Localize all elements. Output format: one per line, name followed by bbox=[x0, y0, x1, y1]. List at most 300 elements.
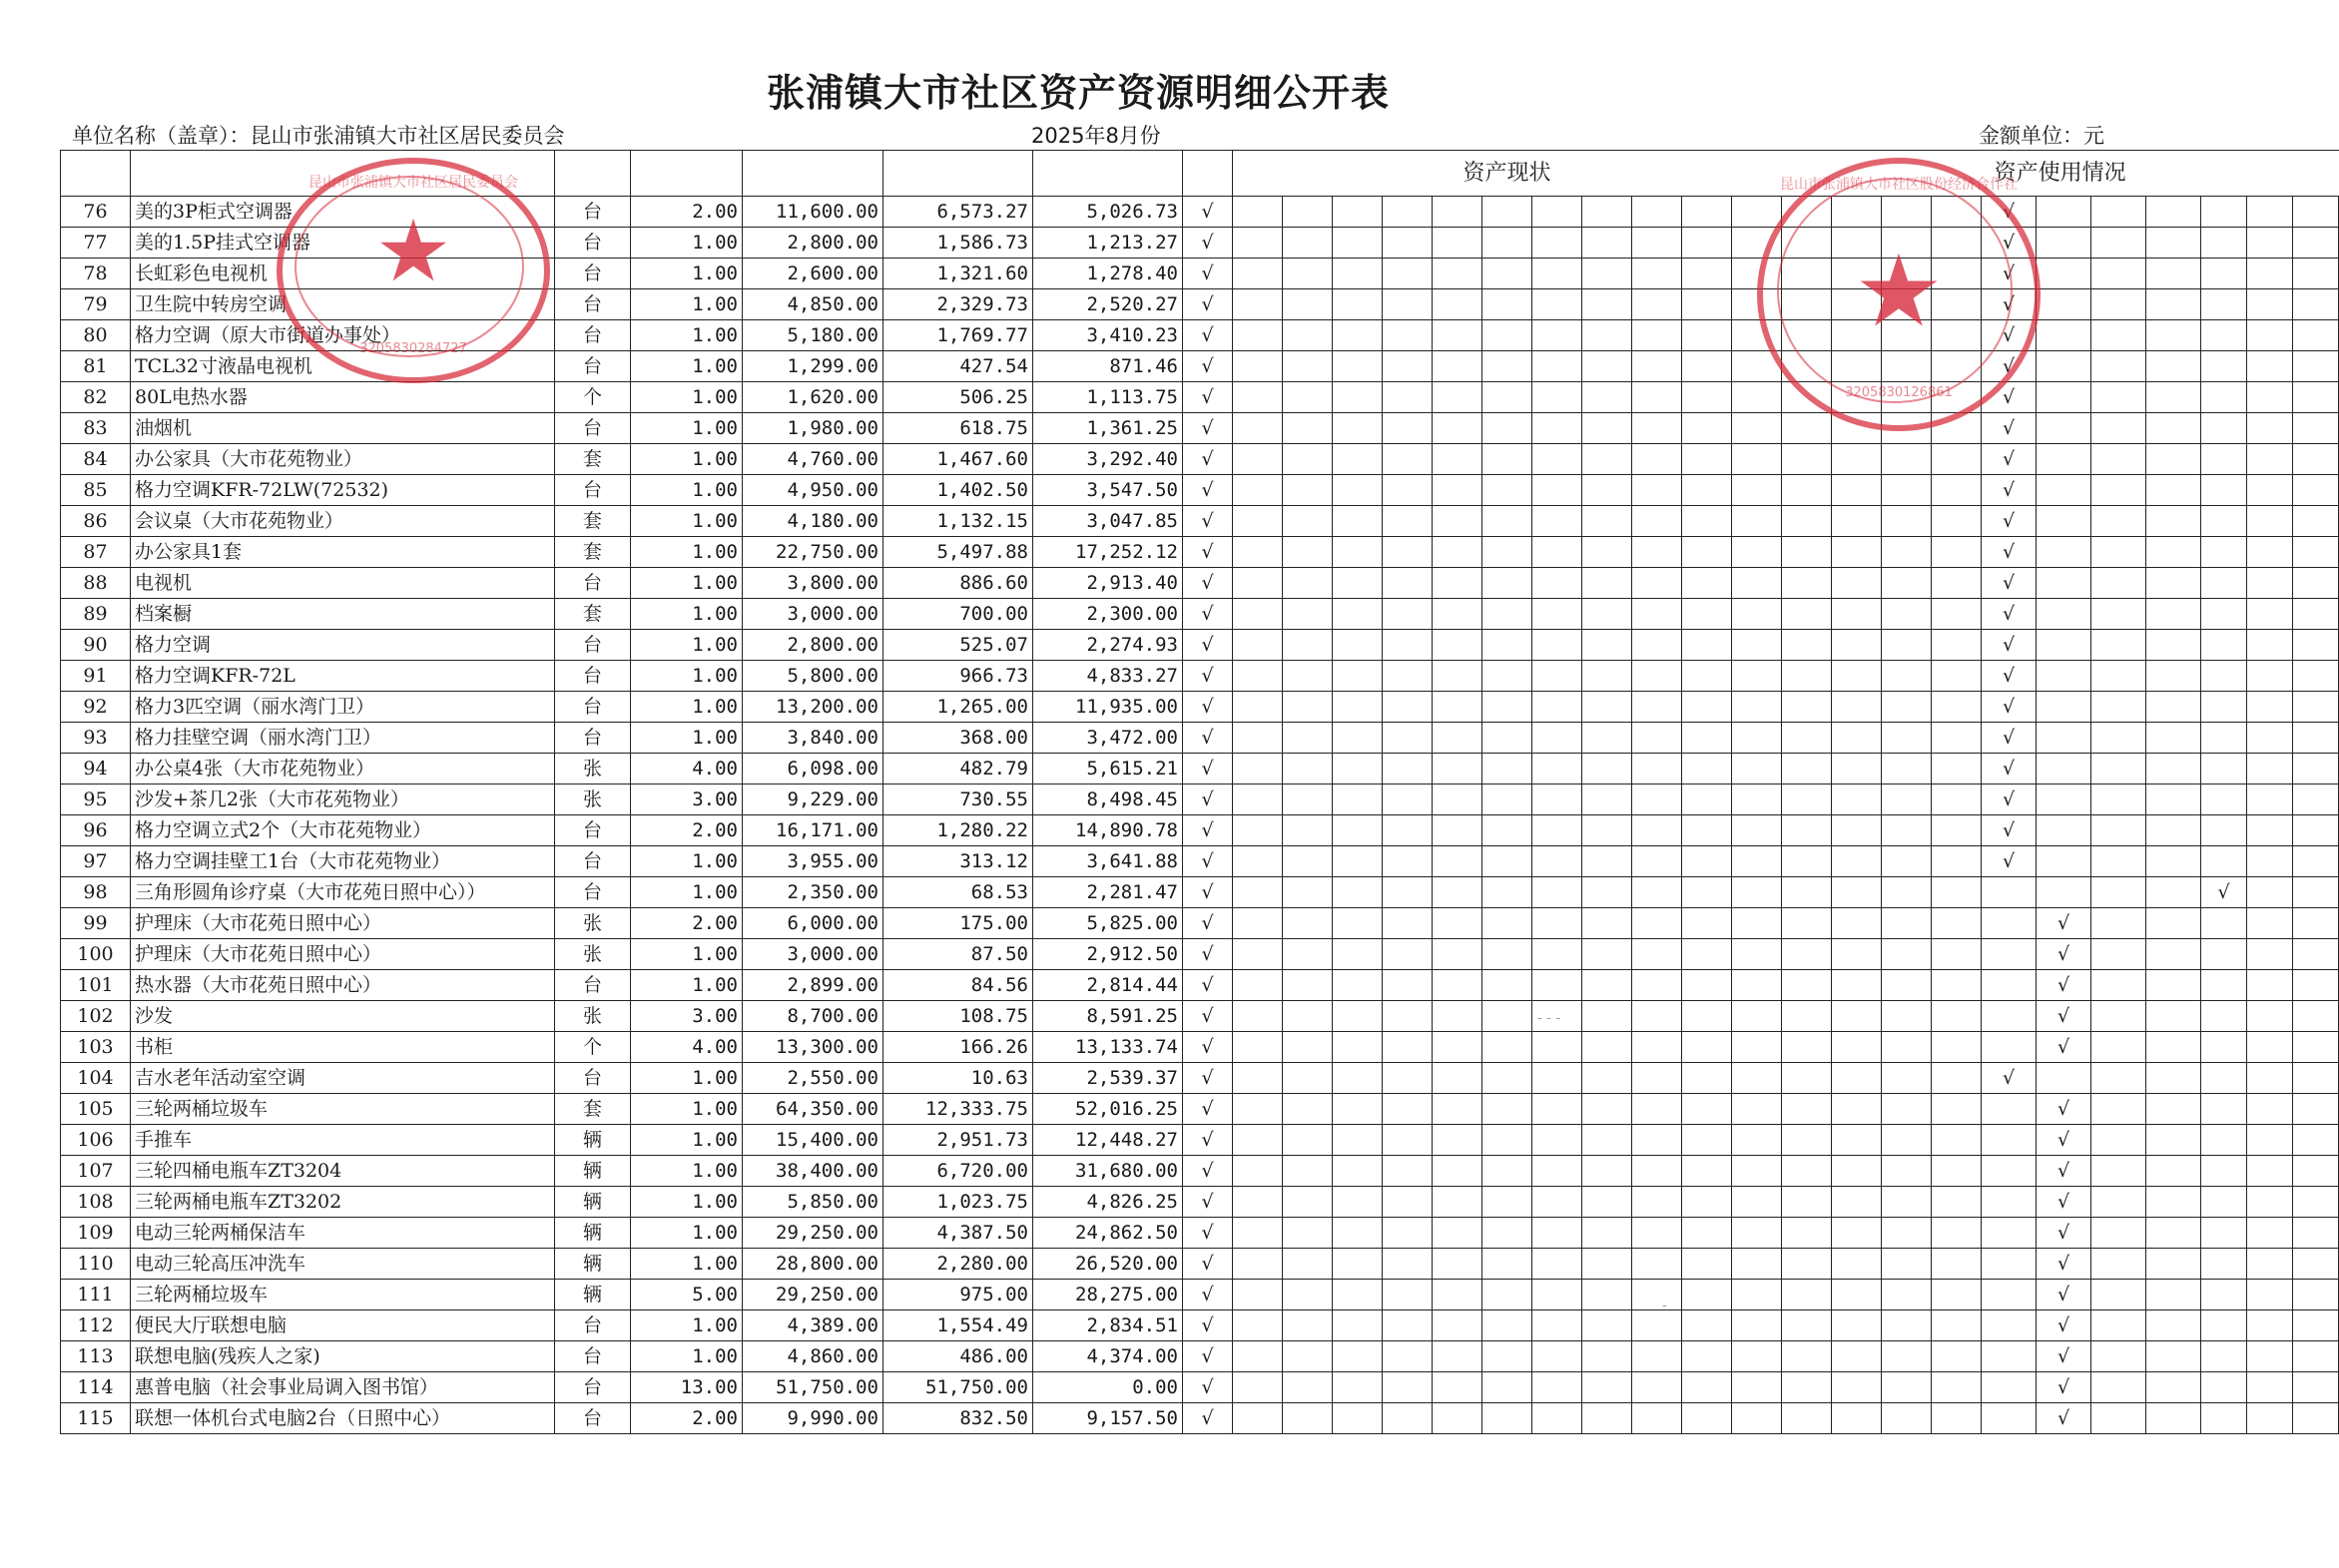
net-value-cell: 4,833.27 bbox=[1033, 661, 1183, 692]
original-value-cell: 2,899.00 bbox=[743, 970, 883, 1001]
usage-cell bbox=[1782, 661, 1832, 692]
usage-cell bbox=[1882, 1280, 1932, 1310]
status-cell bbox=[1732, 1249, 1782, 1280]
unit-cell: 辆 bbox=[555, 1280, 631, 1310]
net-value-cell: 2,814.44 bbox=[1033, 970, 1183, 1001]
status-cell bbox=[1582, 289, 1632, 320]
usage-cell bbox=[1932, 537, 1982, 568]
depreciation-cell: 618.75 bbox=[883, 413, 1033, 444]
status-cell bbox=[1383, 382, 1433, 413]
usage-cell bbox=[2091, 351, 2146, 382]
usage-cell bbox=[2293, 1218, 2339, 1249]
status-cell bbox=[1682, 1032, 1732, 1063]
usage-cell bbox=[1832, 444, 1882, 475]
usage-cell bbox=[2037, 475, 2091, 506]
status-cell bbox=[1233, 1032, 1283, 1063]
usage-cell bbox=[1982, 877, 2037, 908]
status-cell bbox=[1732, 475, 1782, 506]
usage-cell bbox=[1882, 630, 1932, 661]
usage-cell bbox=[1832, 692, 1882, 723]
status-cell bbox=[1383, 1094, 1433, 1125]
status-cell bbox=[1283, 1156, 1333, 1187]
usage-cell bbox=[2201, 1310, 2247, 1341]
status-cell bbox=[1482, 444, 1532, 475]
usage-cell bbox=[2201, 197, 2247, 228]
usage-cell bbox=[1782, 630, 1832, 661]
status-cell bbox=[1333, 1249, 1383, 1280]
original-value-cell: 28,800.00 bbox=[743, 1249, 883, 1280]
usage-cell bbox=[1782, 1032, 1832, 1063]
row-number: 91 bbox=[61, 661, 131, 692]
row-number: 103 bbox=[61, 1032, 131, 1063]
table-row bbox=[61, 970, 2339, 1001]
usage-cell bbox=[2201, 506, 2247, 537]
status-cell bbox=[1482, 1156, 1532, 1187]
status-cell bbox=[1732, 692, 1782, 723]
status-cell bbox=[1632, 1187, 1682, 1218]
usage-cell bbox=[2201, 1094, 2247, 1125]
status-cell bbox=[1532, 1310, 1582, 1341]
quantity-cell: 1.00 bbox=[631, 630, 743, 661]
status-cell bbox=[1482, 1094, 1532, 1125]
depreciation-cell: 1,265.00 bbox=[883, 692, 1033, 723]
status-cell bbox=[1582, 815, 1632, 846]
status-cell bbox=[1532, 1032, 1582, 1063]
status-check-mark: √ bbox=[1183, 1372, 1233, 1403]
usage-cell bbox=[1832, 1094, 1882, 1125]
status-cell bbox=[1333, 630, 1383, 661]
unit-cell: 张 bbox=[555, 754, 631, 784]
status-cell bbox=[1482, 815, 1532, 846]
net-value-cell: 11,935.00 bbox=[1033, 692, 1183, 723]
net-value-cell: 3,047.85 bbox=[1033, 506, 1183, 537]
usage-cell bbox=[1882, 908, 1932, 939]
usage-cell bbox=[2247, 413, 2293, 444]
status-cell bbox=[1732, 723, 1782, 754]
status-cell bbox=[1632, 754, 1682, 784]
usage-cell bbox=[1882, 846, 1932, 877]
usage-cell bbox=[2247, 1310, 2293, 1341]
status-cell bbox=[1732, 1094, 1782, 1125]
asset-name: TCL32寸液晶电视机 bbox=[131, 351, 555, 382]
usage-cell bbox=[1782, 1372, 1832, 1403]
status-cell bbox=[1233, 846, 1283, 877]
status-cell bbox=[1682, 197, 1732, 228]
usage-cell bbox=[2201, 970, 2247, 1001]
usage-cell bbox=[1932, 1032, 1982, 1063]
unit-cell: 台 bbox=[555, 228, 631, 259]
status-cell bbox=[1732, 599, 1782, 630]
usage-cell bbox=[1782, 970, 1832, 1001]
row-number: 81 bbox=[61, 351, 131, 382]
usage-cell bbox=[2091, 908, 2146, 939]
status-cell bbox=[1482, 1310, 1532, 1341]
status-cell bbox=[1283, 382, 1333, 413]
status-cell bbox=[1482, 1403, 1532, 1434]
status-cell bbox=[1283, 1249, 1333, 1280]
unit-cell: 台 bbox=[555, 1063, 631, 1094]
quantity-cell: 2.00 bbox=[631, 197, 743, 228]
usage-cell bbox=[2146, 692, 2201, 723]
status-cell bbox=[1582, 1310, 1632, 1341]
row-number: 107 bbox=[61, 1156, 131, 1187]
status-cell bbox=[1433, 537, 1482, 568]
asset-table bbox=[60, 150, 2339, 1434]
usage-cell bbox=[2293, 1032, 2339, 1063]
right-seal-name: 昆山市张浦镇大市社区股份经济合作社 bbox=[1780, 177, 2018, 193]
unit-cell: 台 bbox=[555, 692, 631, 723]
status-cell bbox=[1482, 784, 1532, 815]
usage-cell bbox=[1932, 197, 1982, 228]
usage-cell bbox=[1982, 1125, 2037, 1156]
asset-name: 热水器（大市花苑日照中心） bbox=[131, 970, 555, 1001]
usage-cell bbox=[1832, 228, 1882, 259]
status-cell bbox=[1582, 1218, 1632, 1249]
asset-name: 便民大厅联想电脑 bbox=[131, 1310, 555, 1341]
usage-cell bbox=[2247, 939, 2293, 970]
usage-cell bbox=[1832, 599, 1882, 630]
usage-cell bbox=[2293, 1310, 2339, 1341]
usage-cell bbox=[2247, 815, 2293, 846]
status-cell bbox=[1732, 259, 1782, 289]
status-cell bbox=[1283, 784, 1333, 815]
usage-cell bbox=[2293, 475, 2339, 506]
status-cell bbox=[1582, 723, 1632, 754]
usage-cell bbox=[2146, 1372, 2201, 1403]
depreciation-cell: 368.00 bbox=[883, 723, 1033, 754]
quantity-cell: 1.00 bbox=[631, 382, 743, 413]
net-value-cell: 26,520.00 bbox=[1033, 1249, 1183, 1280]
usage-check-mark: √ bbox=[1982, 289, 2037, 320]
status-cell bbox=[1732, 444, 1782, 475]
unit-cell: 套 bbox=[555, 506, 631, 537]
usage-cell bbox=[1932, 599, 1982, 630]
usage-cell bbox=[2201, 1125, 2247, 1156]
status-cell bbox=[1383, 970, 1433, 1001]
table-row bbox=[61, 289, 2339, 320]
usage-check-mark: √ bbox=[2037, 1094, 2091, 1125]
usage-cell bbox=[2091, 661, 2146, 692]
original-value-cell: 4,760.00 bbox=[743, 444, 883, 475]
usage-cell bbox=[2037, 228, 2091, 259]
status-cell bbox=[1682, 877, 1732, 908]
unit-cell: 辆 bbox=[555, 1249, 631, 1280]
row-number: 80 bbox=[61, 320, 131, 351]
status-cell bbox=[1532, 1094, 1582, 1125]
status-cell bbox=[1582, 970, 1632, 1001]
usage-cell bbox=[2037, 506, 2091, 537]
unit-cell: 台 bbox=[555, 413, 631, 444]
asset-name: 美的1.5P挂式空调器 bbox=[131, 228, 555, 259]
status-cell bbox=[1433, 846, 1482, 877]
status-cell bbox=[1383, 1341, 1433, 1372]
status-cell bbox=[1333, 506, 1383, 537]
usage-cell bbox=[2293, 1001, 2339, 1032]
usage-check-mark: √ bbox=[2037, 1310, 2091, 1341]
usage-cell bbox=[2091, 197, 2146, 228]
usage-cell bbox=[2146, 1310, 2201, 1341]
usage-cell bbox=[2201, 1187, 2247, 1218]
usage-cell bbox=[2293, 970, 2339, 1001]
status-cell bbox=[1333, 939, 1383, 970]
row-number: 112 bbox=[61, 1310, 131, 1341]
original-value-cell: 22,750.00 bbox=[743, 537, 883, 568]
usage-cell bbox=[1882, 197, 1932, 228]
status-cell bbox=[1582, 599, 1632, 630]
usage-cell bbox=[1832, 351, 1882, 382]
status-cell bbox=[1732, 1372, 1782, 1403]
net-value-cell: 2,274.93 bbox=[1033, 630, 1183, 661]
status-cell bbox=[1532, 723, 1582, 754]
unit-cell: 张 bbox=[555, 1001, 631, 1032]
usage-cell bbox=[2037, 537, 2091, 568]
status-cell bbox=[1532, 1187, 1582, 1218]
usage-cell bbox=[1832, 413, 1882, 444]
status-cell bbox=[1732, 877, 1782, 908]
status-cell bbox=[1582, 197, 1632, 228]
status-cell bbox=[1582, 351, 1632, 382]
usage-cell bbox=[1782, 413, 1832, 444]
net-value-cell: 1,113.75 bbox=[1033, 382, 1183, 413]
status-cell bbox=[1283, 1372, 1333, 1403]
asset-name: 联想电脑(残疾人之家) bbox=[131, 1341, 555, 1372]
status-cell bbox=[1682, 754, 1732, 784]
status-cell bbox=[1632, 568, 1682, 599]
status-cell bbox=[1582, 506, 1632, 537]
status-cell bbox=[1333, 568, 1383, 599]
usage-check-mark: √ bbox=[2037, 939, 2091, 970]
unit-cell: 台 bbox=[555, 661, 631, 692]
status-check-mark: √ bbox=[1183, 320, 1233, 351]
depreciation-cell: 51,750.00 bbox=[883, 1372, 1033, 1403]
unit-name: 单位名称（盖章）：昆山市张浦镇大市社区居民委员会 bbox=[72, 124, 565, 148]
row-number: 115 bbox=[61, 1403, 131, 1434]
usage-cell bbox=[2293, 351, 2339, 382]
usage-cell bbox=[1882, 1249, 1932, 1280]
row-number: 92 bbox=[61, 692, 131, 723]
usage-cell bbox=[2201, 475, 2247, 506]
status-check-mark: √ bbox=[1183, 475, 1233, 506]
row-number: 90 bbox=[61, 630, 131, 661]
usage-cell bbox=[2091, 1001, 2146, 1032]
status-cell bbox=[1682, 630, 1732, 661]
depreciation-cell: 84.56 bbox=[883, 970, 1033, 1001]
status-cell bbox=[1482, 413, 1532, 444]
usage-cell bbox=[1832, 506, 1882, 537]
status-cell bbox=[1582, 1032, 1632, 1063]
status-cell bbox=[1632, 351, 1682, 382]
status-cell bbox=[1433, 908, 1482, 939]
status-cell bbox=[1383, 1125, 1433, 1156]
unit-cell: 台 bbox=[555, 568, 631, 599]
status-cell bbox=[1632, 382, 1682, 413]
usage-check-mark: √ bbox=[2037, 970, 2091, 1001]
usage-cell bbox=[2037, 1063, 2091, 1094]
net-value-cell: 4,826.25 bbox=[1033, 1187, 1183, 1218]
status-cell bbox=[1582, 320, 1632, 351]
usage-cell bbox=[1782, 692, 1832, 723]
status-cell bbox=[1233, 939, 1283, 970]
status-cell bbox=[1233, 1187, 1283, 1218]
asset-name: 办公家具（大市花苑物业） bbox=[131, 444, 555, 475]
status-cell bbox=[1682, 723, 1732, 754]
usage-cell bbox=[2091, 846, 2146, 877]
usage-cell bbox=[2091, 259, 2146, 289]
status-check-mark: √ bbox=[1183, 723, 1233, 754]
quantity-cell: 1.00 bbox=[631, 259, 743, 289]
usage-cell bbox=[2037, 413, 2091, 444]
status-cell bbox=[1532, 506, 1582, 537]
usage-cell bbox=[2146, 1403, 2201, 1434]
usage-cell bbox=[1932, 1156, 1982, 1187]
status-cell bbox=[1682, 1187, 1732, 1218]
asset-name: 美的3P柜式空调器 bbox=[131, 197, 555, 228]
original-value-cell: 5,850.00 bbox=[743, 1187, 883, 1218]
usage-check-mark: √ bbox=[2037, 1187, 2091, 1218]
table-row bbox=[61, 1001, 2339, 1032]
status-cell bbox=[1632, 228, 1682, 259]
quantity-cell: 1.00 bbox=[631, 877, 743, 908]
usage-cell bbox=[2293, 382, 2339, 413]
status-cell bbox=[1532, 1341, 1582, 1372]
usage-cell bbox=[2201, 320, 2247, 351]
usage-cell bbox=[1782, 228, 1832, 259]
usage-cell bbox=[2037, 568, 2091, 599]
depreciation-cell: 700.00 bbox=[883, 599, 1033, 630]
status-cell bbox=[1632, 723, 1682, 754]
status-check-mark: √ bbox=[1183, 1094, 1233, 1125]
status-cell bbox=[1433, 1156, 1482, 1187]
status-cell bbox=[1383, 1403, 1433, 1434]
usage-cell bbox=[1932, 351, 1982, 382]
left-seal-name: 昆山市张浦镇大市社区居民委员会 bbox=[308, 175, 518, 191]
table-row bbox=[61, 475, 2339, 506]
usage-cell bbox=[2091, 228, 2146, 259]
usage-cell bbox=[1782, 908, 1832, 939]
status-cell bbox=[1632, 908, 1682, 939]
asset-name: 格力空调（原大市街道办事处） bbox=[131, 320, 555, 351]
status-cell bbox=[1433, 1310, 1482, 1341]
unit-cell: 台 bbox=[555, 846, 631, 877]
usage-cell bbox=[2247, 723, 2293, 754]
usage-check-mark: √ bbox=[2037, 1372, 2091, 1403]
quantity-cell: 1.00 bbox=[631, 661, 743, 692]
usage-cell bbox=[1932, 444, 1982, 475]
status-cell bbox=[1433, 1125, 1482, 1156]
status-cell bbox=[1482, 599, 1532, 630]
status-cell bbox=[1582, 908, 1632, 939]
usage-cell bbox=[2091, 1187, 2146, 1218]
status-cell bbox=[1383, 413, 1433, 444]
status-cell bbox=[1333, 908, 1383, 939]
usage-cell bbox=[2293, 846, 2339, 877]
quantity-cell: 1.00 bbox=[631, 1187, 743, 1218]
usage-cell bbox=[2146, 1001, 2201, 1032]
usage-cell bbox=[2247, 1032, 2293, 1063]
usage-cell bbox=[2091, 289, 2146, 320]
status-cell bbox=[1433, 475, 1482, 506]
unit-cell: 辆 bbox=[555, 1218, 631, 1249]
depreciation-cell: 5,497.88 bbox=[883, 537, 1033, 568]
status-cell bbox=[1333, 661, 1383, 692]
usage-cell bbox=[2037, 692, 2091, 723]
usage-check-mark: √ bbox=[1982, 723, 2037, 754]
original-value-cell: 2,800.00 bbox=[743, 228, 883, 259]
net-value-cell: 9,157.50 bbox=[1033, 1403, 1183, 1434]
usage-cell bbox=[1982, 1372, 2037, 1403]
usage-cell bbox=[2247, 661, 2293, 692]
status-cell bbox=[1532, 661, 1582, 692]
status-cell bbox=[1283, 1341, 1333, 1372]
status-cell bbox=[1233, 1063, 1283, 1094]
status-cell bbox=[1632, 1156, 1682, 1187]
status-cell bbox=[1582, 1125, 1632, 1156]
status-cell bbox=[1482, 970, 1532, 1001]
row-number: 99 bbox=[61, 908, 131, 939]
depreciation-cell: 1,023.75 bbox=[883, 1187, 1033, 1218]
row-number: 84 bbox=[61, 444, 131, 475]
usage-cell bbox=[2293, 599, 2339, 630]
net-value-cell: 17,252.12 bbox=[1033, 537, 1183, 568]
usage-cell bbox=[1932, 630, 1982, 661]
status-check-mark: √ bbox=[1183, 784, 1233, 815]
status-cell bbox=[1283, 1187, 1333, 1218]
usage-cell bbox=[1982, 1187, 2037, 1218]
usage-cell bbox=[1782, 1280, 1832, 1310]
usage-cell bbox=[2201, 537, 2247, 568]
usage-cell bbox=[1832, 1372, 1882, 1403]
status-cell bbox=[1582, 1063, 1632, 1094]
status-cell bbox=[1283, 351, 1333, 382]
usage-check-mark: √ bbox=[2037, 1156, 2091, 1187]
quantity-cell: 1.00 bbox=[631, 228, 743, 259]
usage-cell bbox=[1882, 1156, 1932, 1187]
usage-cell bbox=[2146, 228, 2201, 259]
usage-cell bbox=[1782, 351, 1832, 382]
usage-cell bbox=[2146, 506, 2201, 537]
status-cell bbox=[1283, 1063, 1333, 1094]
status-cell bbox=[1333, 444, 1383, 475]
usage-cell bbox=[2146, 351, 2201, 382]
status-cell bbox=[1333, 1187, 1383, 1218]
status-cell bbox=[1283, 413, 1333, 444]
status-cell bbox=[1532, 692, 1582, 723]
unit-cell: 台 bbox=[555, 1310, 631, 1341]
status-cell bbox=[1682, 846, 1732, 877]
usage-cell bbox=[2293, 197, 2339, 228]
usage-cell bbox=[2247, 784, 2293, 815]
usage-cell bbox=[2293, 1187, 2339, 1218]
status-cell bbox=[1732, 1280, 1782, 1310]
usage-cell bbox=[1982, 1218, 2037, 1249]
original-value-cell: 3,800.00 bbox=[743, 568, 883, 599]
row-number: 85 bbox=[61, 475, 131, 506]
status-cell bbox=[1383, 692, 1433, 723]
usage-cell bbox=[2247, 599, 2293, 630]
usage-cell bbox=[2091, 475, 2146, 506]
table-row bbox=[61, 444, 2339, 475]
status-cell bbox=[1383, 568, 1433, 599]
usage-cell bbox=[2247, 1187, 2293, 1218]
original-value-cell: 4,180.00 bbox=[743, 506, 883, 537]
status-cell bbox=[1283, 723, 1333, 754]
status-cell bbox=[1333, 1032, 1383, 1063]
status-cell bbox=[1682, 692, 1732, 723]
usage-cell bbox=[2293, 630, 2339, 661]
usage-check-mark: √ bbox=[2037, 908, 2091, 939]
status-cell bbox=[1283, 289, 1333, 320]
status-cell bbox=[1582, 568, 1632, 599]
